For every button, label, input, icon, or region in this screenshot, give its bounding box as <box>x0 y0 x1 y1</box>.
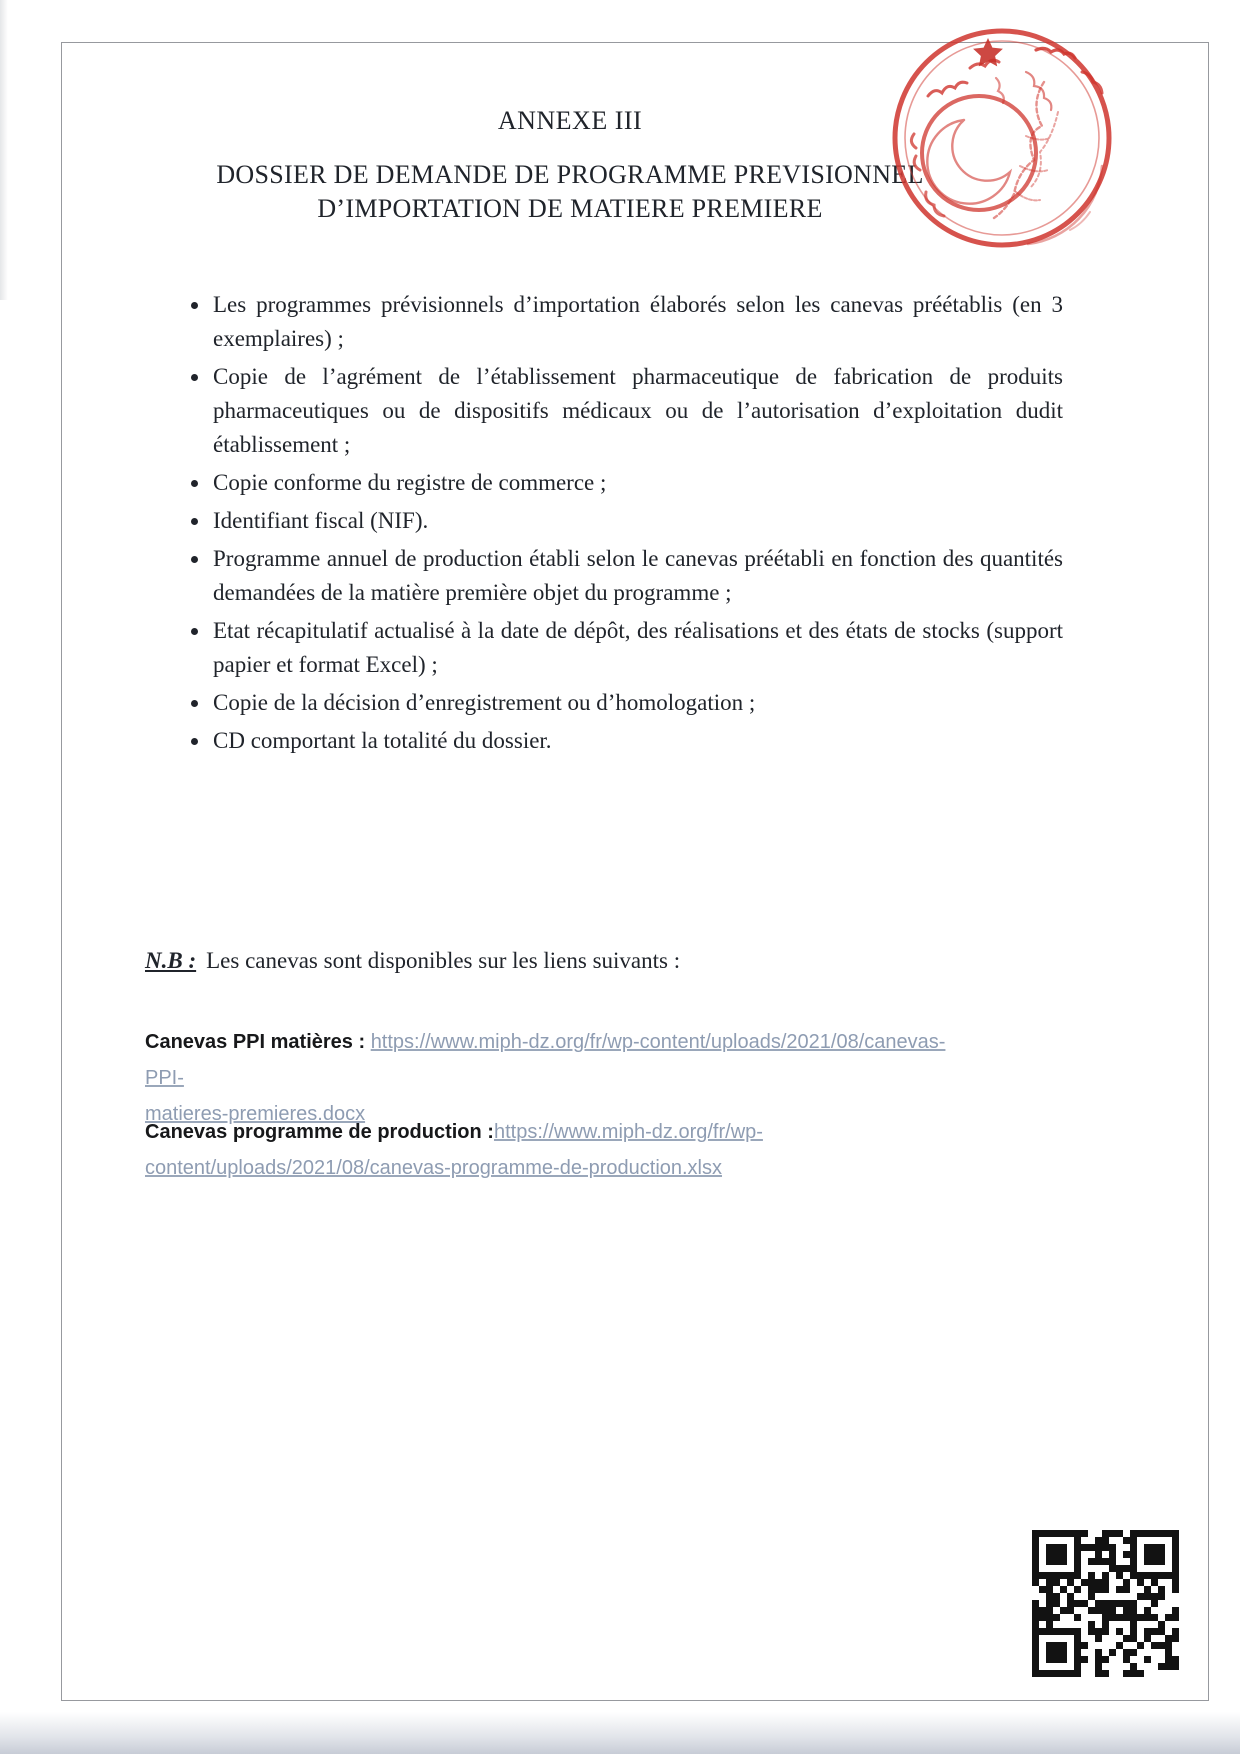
page-title-line1: DOSSIER DE DEMANDE DE PROGRAMME PREVISIONNEL <box>216 160 924 189</box>
list-item: • Etat récapitulatif actualisé à la date de dépôt, des réalisations et des états de stocks (support papier et format Excel) ; <box>211 614 1063 682</box>
requirements-list <box>145 288 1063 762</box>
list-item: • Identifiant fiscal (NIF). <box>211 504 1063 538</box>
canevas-ppi-link[interactable]: https://www.miph-dz.org/fr/wp-content/uploads/2021/08/canevas-PPI- <box>145 1031 946 1089</box>
nota-bene <box>145 948 997 974</box>
canevas-ppi-link-continuation[interactable]: matieres-premieres.docx <box>145 1103 366 1125</box>
canevas-production-link[interactable]: https://www.miph-dz.org/fr/wp- <box>493 1121 763 1143</box>
page-title <box>120 158 1020 226</box>
list-item: • CD comportant la totalité du dossier. <box>211 724 1063 758</box>
canevas-ppi-label: Canevas PPI matières : <box>145 1031 371 1053</box>
nota-bene-text: Les canevas sont disponibles sur les liens suivants : <box>206 948 681 973</box>
list-item: • Copie de l’agrément de l’établissement pharmaceutique de fabrication de produits pharmaceutiques ou de dispositifs médicaux ou de l’autorisation d’exploitation dudit établissement ; <box>211 360 1063 462</box>
page-title-line2: D’IMPORTATION DE MATIERE PREMIERE <box>317 194 823 223</box>
qr-code-icon <box>1032 1530 1179 1677</box>
list-item: • Copie de la décision d’enregistrement ou d’homologation ; <box>211 686 1063 720</box>
list-item: • Copie conforme du registre de commerce ; <box>211 466 1063 500</box>
list-item: • Programme annuel de production établi selon le canevas préétabli en fonction des quantités demandées de la matière première objet du programme ; <box>211 542 1063 610</box>
scan-shadow <box>0 1712 1240 1754</box>
canevas-production-label: Canevas programme de production : <box>145 1121 494 1143</box>
nota-bene-label: N.B : <box>145 948 197 973</box>
canevas-production-link-continuation[interactable]: content/uploads/2021/08/canevas-programme-de-production.xlsx <box>145 1157 723 1179</box>
scan-edge <box>0 0 8 300</box>
canevas-production-paragraph <box>145 1114 975 1186</box>
list-item: • Les programmes prévisionnels d’importation élaborés selon les canevas préétablis (en 3 exemplaires) ; <box>211 288 1063 356</box>
annexe-title: ANNEXE III <box>497 106 643 135</box>
